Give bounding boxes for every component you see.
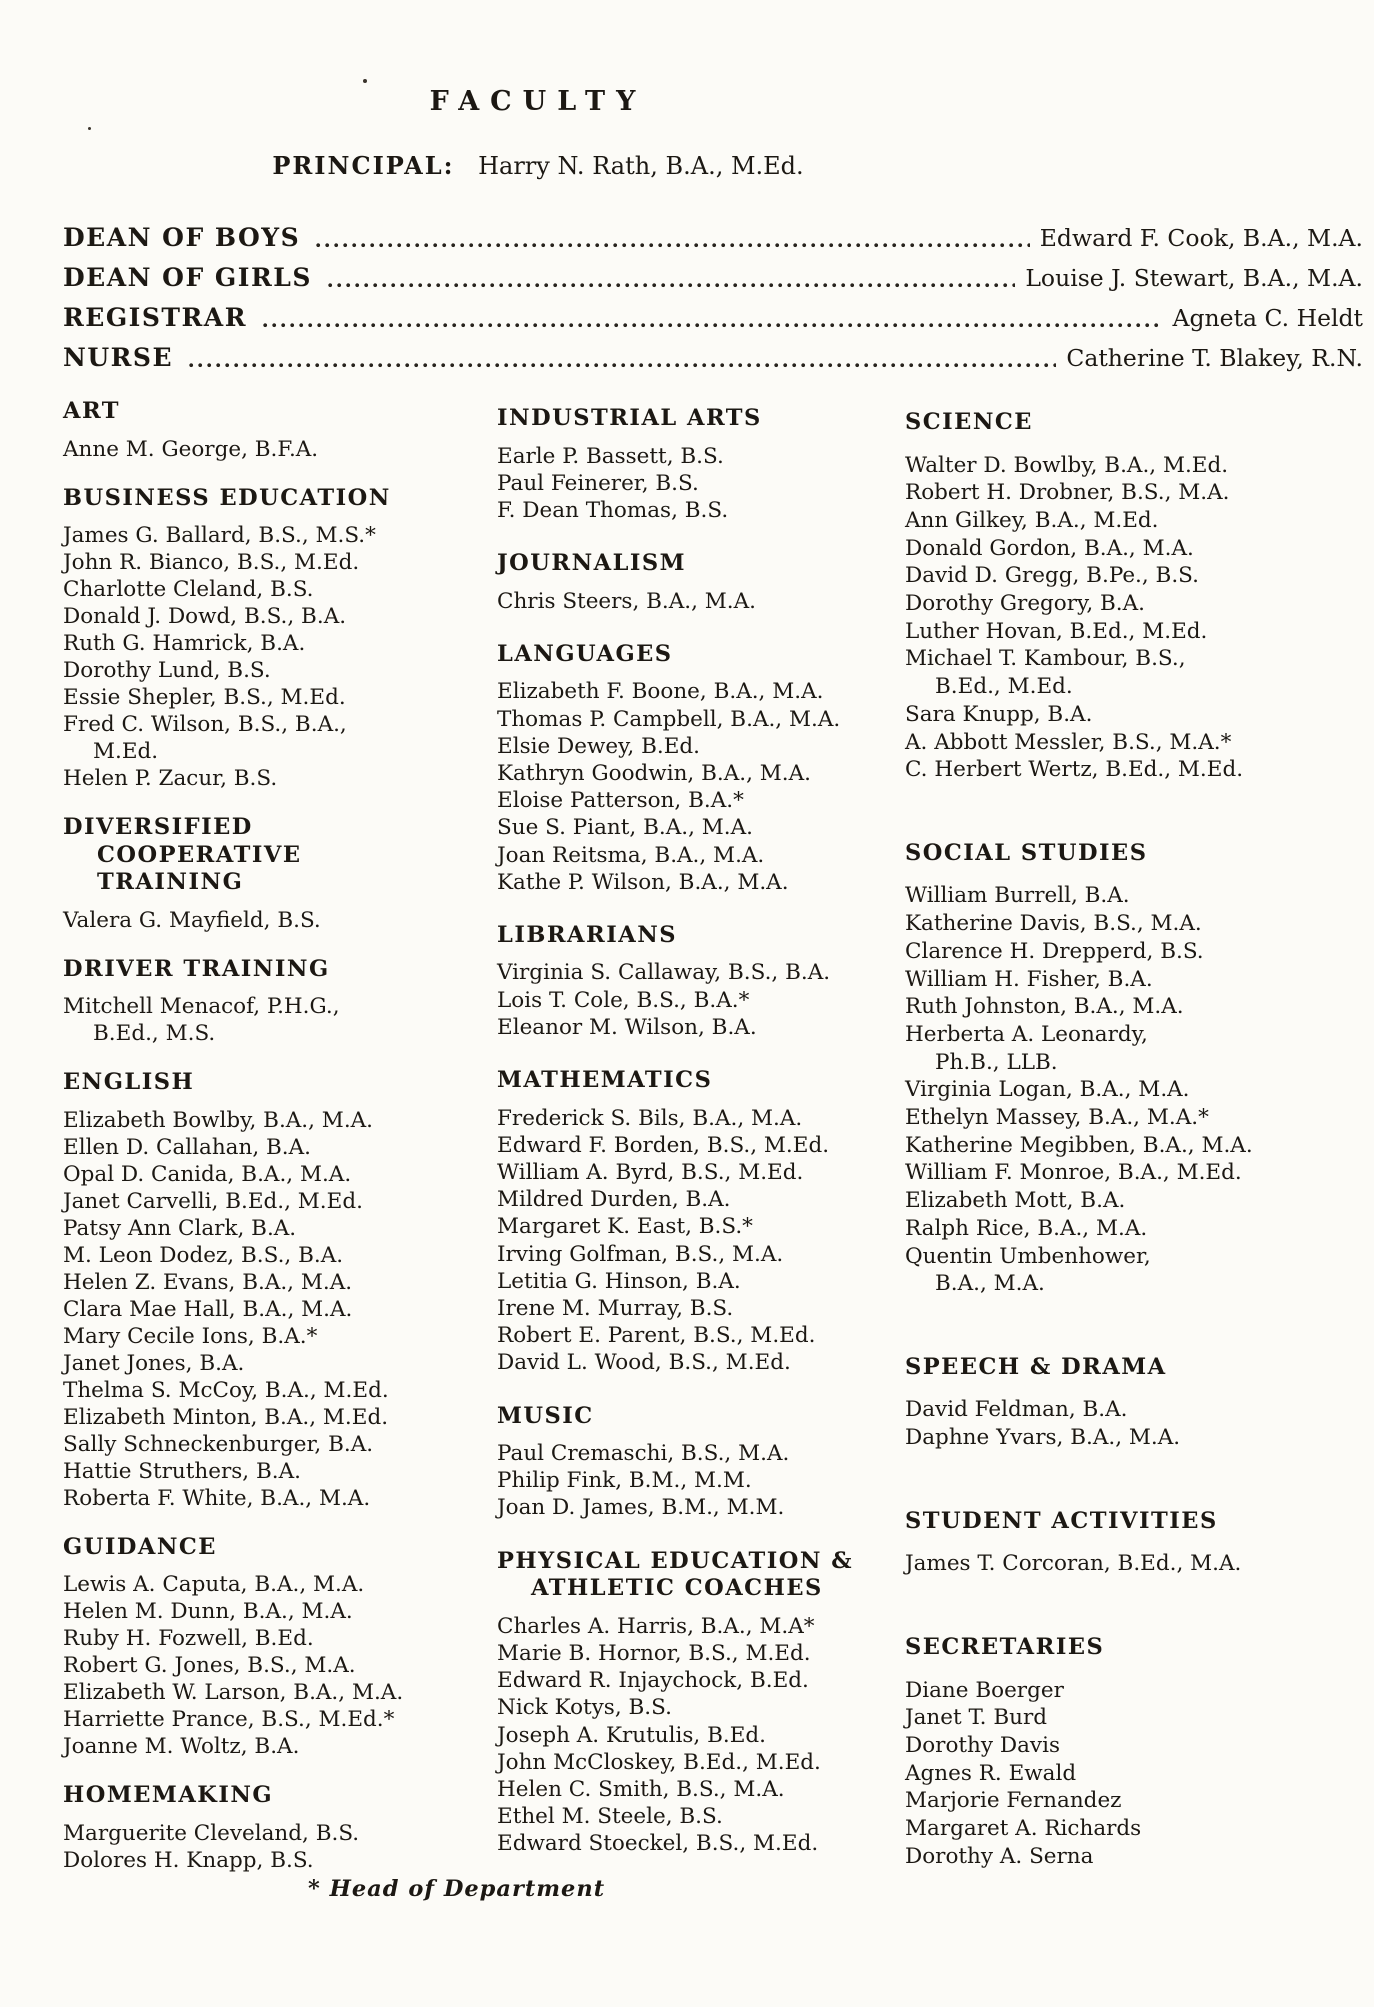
role-label: DEAN OF GIRLS [63, 263, 312, 292]
role-label: NURSE [63, 343, 174, 372]
faculty-member: Elizabeth W. Larson, B.A., M.A. [63, 1680, 404, 1705]
faculty-member: Thomas P. Campbell, B.A., M.A. [497, 706, 841, 732]
faculty-section [905, 1354, 1351, 1452]
section-heading [63, 814, 493, 897]
section-heading-line: MUSIC [497, 1402, 594, 1429]
faculty-member: C. Herbert Wertz, B.Ed., M.Ed. [905, 757, 1244, 783]
faculty-member: Marjorie Fernandez [905, 1788, 1122, 1814]
faculty-member: David D. Gregg, B.Pe., B.S. [905, 563, 1199, 589]
faculty-member: Fred C. Wilson, B.S., B.A., M.Ed. [63, 712, 347, 764]
faculty-member: Ralph Rice, B.A., M.A. [905, 1215, 1148, 1241]
faculty-member: Patsy Ann Clark, B.A. [63, 1215, 297, 1241]
faculty-member: Helen C. Smith, B.S., M.A. [497, 1776, 785, 1802]
faculty-member: Janet Carvelli, B.Ed., M.Ed. [63, 1188, 363, 1214]
faculty-member: Edward Stoeckel, B.S., M.Ed. [497, 1831, 819, 1857]
faculty-member: Walter D. Bowlby, B.A., M.Ed. [905, 452, 1229, 478]
faculty-member: Chris Steers, B.A., M.A. [497, 588, 756, 614]
faculty-member: Daphne Yvars, B.A., M.A. [905, 1425, 1181, 1451]
section-heading-line: SPEECH & DRAMA [905, 1353, 1167, 1380]
faculty-section [63, 485, 493, 793]
faculty-column-middle [497, 405, 919, 1858]
scan-speck [363, 79, 367, 83]
section-heading [497, 922, 919, 950]
faculty-section [63, 1782, 493, 1874]
faculty-member: David Feldman, B.A. [905, 1397, 1128, 1423]
section-heading [63, 956, 493, 984]
faculty-member: Irene M. Murray, B.S. [497, 1295, 734, 1321]
dotted-leader [316, 241, 1030, 248]
dotted-leader [189, 361, 1056, 368]
faculty-member: Eleanor M. Wilson, B.A. [497, 1014, 757, 1040]
faculty-member: Kathe P. Wilson, B.A., M.A. [497, 869, 789, 895]
faculty-member: Joan D. James, B.M., M.M. [497, 1495, 785, 1521]
section-heading [905, 1634, 1351, 1662]
faculty-member: Joseph A. Krutulis, B.Ed. [497, 1722, 767, 1748]
faculty-member: Mitchell Menacof, P.H.G., B.Ed., M.S. [63, 994, 340, 1046]
section-heading-line: COOPERATIVE [97, 841, 302, 868]
role-name: Catherine T. Blakey, R.N. [1066, 344, 1363, 372]
faculty-member: Sally Schneckenburger, B.A. [63, 1431, 374, 1457]
faculty-member: Edward F. Borden, B.S., M.Ed. [497, 1132, 830, 1158]
faculty-member: M. Leon Dodez, B.S., B.A. [63, 1242, 344, 1268]
faculty-member: Janet T. Burd [905, 1705, 1048, 1731]
faculty-member: Elizabeth Mott, B.A. [905, 1188, 1126, 1214]
faculty-member: Paul Feinerer, B.S. [497, 470, 699, 496]
faculty-member: Valera G. Mayfield, B.S. [63, 907, 321, 933]
faculty-member: Irving Golfman, B.S., M.A. [497, 1241, 784, 1267]
faculty-member: Thelma S. McCoy, B.A., M.Ed. [63, 1377, 389, 1403]
faculty-member: Ann Gilkey, B.A., M.Ed. [905, 507, 1159, 533]
section-heading-line: LIBRARIANS [497, 921, 678, 948]
section-heading [497, 1548, 919, 1603]
section-heading-line: MATHEMATICS [497, 1067, 713, 1094]
faculty-member: Agnes R. Ewald [905, 1760, 1077, 1786]
faculty-section [63, 1534, 493, 1761]
role-label: REGISTRAR [63, 303, 247, 332]
role-name: Agneta C. Heldt [1172, 304, 1363, 332]
faculty-member: Katherine Davis, B.S., M.A. [905, 911, 1202, 937]
principal-line [63, 151, 1013, 180]
faculty-member: William Burrell, B.A. [905, 883, 1130, 909]
section-heading-line: SOCIAL STUDIES [905, 839, 1148, 866]
faculty-section [497, 405, 919, 524]
faculty-member: Dorothy Davis [905, 1733, 1060, 1758]
faculty-member: Robert H. Drobner, B.S., M.A. [905, 480, 1230, 506]
faculty-member: Mildred Durden, B.A. [497, 1187, 731, 1213]
faculty-section [63, 956, 493, 1048]
faculty-member: Elsie Dewey, B.Ed. [497, 733, 701, 759]
faculty-section [497, 641, 919, 896]
section-heading [63, 1782, 493, 1810]
faculty-column-right [905, 409, 1351, 1871]
faculty-member: Clarence H. Drepperd, B.S. [905, 938, 1204, 964]
faculty-member: Ethel M. Steele, B.S. [497, 1804, 723, 1830]
section-heading-line: BUSINESS EDUCATION [63, 484, 391, 511]
faculty-section [905, 840, 1351, 1298]
role-label: DEAN OF BOYS [63, 223, 301, 252]
faculty-member: Helen P. Zacur, B.S. [63, 766, 278, 791]
faculty-member: Ellen D. Callahan, B.A. [63, 1134, 312, 1160]
faculty-member: Elizabeth F. Boone, B.A., M.A. [497, 679, 824, 705]
faculty-member: Edward R. Injaychock, B.Ed. [497, 1668, 809, 1694]
section-heading-line: SCIENCE [905, 409, 1033, 435]
faculty-member: Harriette Prance, B.S., M.Ed.* [63, 1707, 395, 1732]
faculty-member: Katherine Megibben, B.A., M.A. [905, 1132, 1253, 1158]
section-heading [63, 485, 493, 513]
faculty-section [905, 1508, 1351, 1578]
faculty-member: Elizabeth Minton, B.A., M.Ed. [63, 1404, 389, 1430]
faculty-member: Sue S. Piant, B.A., M.A. [497, 815, 753, 841]
faculty-section [63, 1069, 493, 1512]
section-heading-line: TRAINING [97, 869, 244, 895]
principal-name: Harry N. Rath, B.A., M.Ed. [478, 152, 804, 180]
section-heading [497, 641, 919, 669]
section-heading-line: ATHLETIC COACHES [531, 1575, 823, 1602]
section-heading [63, 398, 493, 426]
section-heading-line: INDUSTRIAL ARTS [497, 405, 762, 431]
faculty-member: Quentin Umbenhower, B.A., M.A. [905, 1243, 1151, 1297]
faculty-member: Joan Reitsma, B.A., M.A. [497, 842, 765, 868]
section-heading [63, 1534, 493, 1562]
faculty-member: Helen M. Dunn, B.A., M.A. [63, 1599, 353, 1624]
section-heading-line: STUDENT ACTIVITIES [905, 1507, 1218, 1534]
faculty-member: Charles A. Harris, B.A., M.A* [497, 1613, 815, 1639]
faculty-member: Robert G. Jones, B.S., M.A. [63, 1653, 356, 1678]
faculty-member: Ethelyn Massey, B.A., M.A.* [905, 1105, 1209, 1131]
faculty-member: Dolores H. Knapp, B.S. [63, 1847, 314, 1873]
faculty-member: Frederick S. Bils, B.A., M.A. [497, 1105, 803, 1131]
faculty-member: Essie Shepler, B.S., M.Ed. [63, 685, 346, 710]
faculty-member: Kathryn Goodwin, B.A., M.A. [497, 760, 811, 786]
role-row-dean-of-boys [63, 213, 1363, 253]
faculty-member: Eloise Patterson, B.A.* [497, 788, 744, 814]
section-heading-line: ART [63, 398, 121, 424]
faculty-member: Paul Cremaschi, B.S., M.A. [497, 1441, 790, 1467]
faculty-member: Lois T. Cole, B.S., B.A.* [497, 987, 750, 1013]
role-name: Louise J. Stewart, B.A., M.A. [1025, 264, 1363, 292]
faculty-member: Mary Cecile Ions, B.A.* [63, 1323, 318, 1349]
faculty-member: Ruth G. Hamrick, B.A. [63, 631, 306, 656]
section-heading-line: JOURNALISM [497, 550, 687, 577]
administration-roles [63, 213, 1363, 373]
faculty-member: Luther Hovan, B.Ed., M.Ed. [905, 618, 1208, 644]
section-heading-line: HOMEMAKING [63, 1782, 274, 1808]
faculty-member: Dorothy Lund, B.S. [63, 658, 271, 683]
faculty-member: Janet Jones, B.A. [63, 1350, 245, 1376]
faculty-member: Dorothy A. Serna [905, 1843, 1094, 1869]
faculty-section [63, 814, 493, 934]
page-title: FACULTY [429, 86, 647, 117]
faculty-member: Ruth Johnston, B.A., M.A. [905, 994, 1184, 1020]
faculty-column-left [63, 398, 493, 1874]
faculty-member: Helen Z. Evans, B.A., M.A. [63, 1269, 353, 1295]
faculty-member: Lewis A. Caputa, B.A., M.A. [63, 1572, 365, 1597]
faculty-member: Opal D. Canida, B.A., M.A. [63, 1161, 352, 1187]
faculty-member: Philip Fink, B.M., M.M. [497, 1468, 752, 1494]
section-heading-line: GUIDANCE [63, 1533, 217, 1560]
document-header [63, 86, 1013, 180]
faculty-member: James T. Corcoran, B.Ed., M.A. [905, 1551, 1242, 1577]
section-heading [905, 840, 1351, 868]
faculty-member: William F. Monroe, B.A., M.Ed. [905, 1160, 1242, 1186]
faculty-member: Hattie Struthers, B.A. [63, 1458, 301, 1484]
faculty-member: William A. Byrd, B.S., M.Ed. [497, 1159, 804, 1185]
faculty-member: Virginia S. Callaway, B.S., B.A. [497, 960, 831, 986]
faculty-member: Donald Gordon, B.A., M.A. [905, 535, 1194, 561]
faculty-member: William H. Fisher, B.A. [905, 966, 1153, 992]
faculty-section [63, 398, 493, 463]
section-heading-line: DRIVER TRAINING [63, 955, 330, 982]
faculty-member: Margaret A. Richards [905, 1816, 1142, 1842]
faculty-member: Donald J. Dowd, B.S., B.A. [63, 604, 347, 629]
principal-label: PRINCIPAL: [272, 151, 455, 180]
faculty-section [497, 1548, 919, 1858]
section-heading [497, 1403, 919, 1431]
faculty-member: F. Dean Thomas, B.S. [497, 497, 729, 523]
faculty-member: Sara Knupp, B.A. [905, 701, 1093, 727]
faculty-member: Joanne M. Woltz, B.A. [63, 1734, 300, 1759]
faculty-member: Nick Kotys, B.S. [497, 1695, 672, 1721]
faculty-member: John McCloskey, B.Ed., M.Ed. [497, 1749, 821, 1775]
role-row-dean-of-girls [63, 253, 1363, 293]
faculty-section [497, 1067, 919, 1377]
faculty-member: Letitia G. Hinson, B.A. [497, 1268, 741, 1294]
section-heading [905, 409, 1351, 437]
faculty-member: Marie B. Hornor, B.S., M.Ed. [497, 1640, 811, 1666]
department-head-note: * Head of Department [308, 1876, 606, 1902]
section-heading-line: SECRETARIES [905, 1634, 1105, 1661]
faculty-member: Marguerite Cleveland, B.S. [63, 1820, 360, 1846]
faculty-member: Dorothy Gregory, B.A. [905, 591, 1145, 617]
faculty-member: Virginia Logan, B.A., M.A. [905, 1077, 1190, 1103]
faculty-section [497, 550, 919, 615]
faculty-member: Charlotte Cleland, B.S. [63, 577, 314, 602]
dotted-leader [263, 321, 1163, 328]
faculty-member: John R. Bianco, B.S., M.Ed. [63, 550, 360, 575]
faculty-member: James G. Ballard, B.S., M.S.* [63, 523, 376, 548]
section-heading [905, 1354, 1351, 1382]
faculty-member: Ruby H. Fozwell, B.Ed. [63, 1626, 314, 1651]
faculty-section [497, 1403, 919, 1522]
faculty-member: Clara Mae Hall, B.A., M.A. [63, 1296, 353, 1322]
faculty-member: Anne M. George, B.F.A. [63, 436, 319, 462]
role-row-nurse [63, 333, 1363, 373]
faculty-section [905, 409, 1351, 784]
faculty-member: Diane Boerger [905, 1677, 1064, 1703]
section-heading [497, 405, 919, 433]
faculty-member: Earle P. Bassett, B.S. [497, 443, 724, 469]
faculty-member: Herberta A. Leonardy, Ph.B., LLB. [905, 1021, 1148, 1075]
faculty-member: A. Abbott Messler, B.S., M.A.* [905, 729, 1232, 755]
faculty-member: Robert E. Parent, B.S., M.Ed. [497, 1323, 816, 1349]
section-heading-line: PHYSICAL EDUCATION & [497, 1547, 854, 1574]
faculty-member: Margaret K. East, B.S.* [497, 1214, 753, 1240]
section-heading [497, 550, 919, 578]
section-heading [497, 1067, 919, 1095]
dotted-leader [328, 281, 1015, 288]
faculty-section [497, 922, 919, 1041]
faculty-member: Elizabeth Bowlby, B.A., M.A. [63, 1107, 374, 1133]
faculty-section [905, 1634, 1351, 1870]
section-heading-line: ENGLISH [63, 1069, 195, 1095]
section-heading [905, 1508, 1351, 1536]
faculty-member: Roberta F. White, B.A., M.A. [63, 1485, 371, 1511]
section-heading-line: LANGUAGES [497, 640, 673, 667]
faculty-member: Michael T. Kambour, B.S., B.Ed., M.Ed. [905, 646, 1186, 700]
section-heading-line: DIVERSIFIED [63, 814, 253, 840]
role-name: Edward F. Cook, B.A., M.A. [1039, 224, 1363, 252]
section-heading [63, 1069, 493, 1097]
faculty-member: David L. Wood, B.S., M.Ed. [497, 1350, 791, 1376]
role-row-registrar [63, 293, 1363, 333]
